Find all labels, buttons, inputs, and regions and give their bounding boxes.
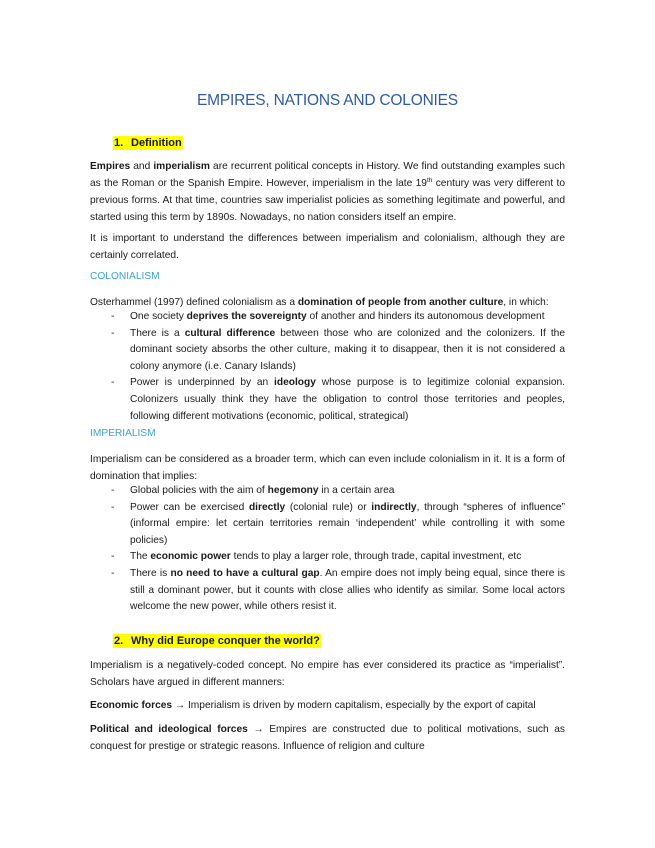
text-run: , through “spheres of influence” (informal empire: let certain territories remain ‘independent’ while controlling it with some policies) (130, 501, 565, 546)
dash-bullet: - (111, 485, 115, 496)
text-run: Osterhammel (1997) defined colonialism as a (90, 297, 298, 308)
paragraph-political-forces (90, 721, 565, 755)
dash-bullet: - (111, 567, 115, 579)
superscript: th (426, 177, 433, 184)
paragraph-empires (90, 158, 565, 226)
list-item (90, 566, 565, 616)
text-run: One society (130, 311, 187, 322)
bold-term: directly (248, 501, 286, 513)
arrow-icon: → (253, 724, 264, 735)
colonialism-list (90, 309, 565, 425)
paragraph-economic-forces (90, 697, 565, 714)
text-run: of another and hinders its autonomous development (306, 311, 545, 322)
list-item (90, 375, 565, 425)
section-number: 1. (114, 137, 124, 149)
text-run: tends to play a larger role, through trade, capital investment, etc (230, 551, 522, 563)
dash-bullet: - (111, 377, 115, 389)
bold-term: Economic forces (90, 700, 173, 711)
list-item (90, 309, 565, 326)
bold-term: ideology (274, 377, 316, 389)
paragraph-imperialism-intro: Imperialism can be considered as a broader term, which can even include colonialism in it. It is a form of domination that implies: (90, 454, 565, 482)
list-item (90, 483, 565, 500)
bold-term: economic power (150, 551, 231, 563)
bold-term: deprives the sovereignty (186, 311, 307, 322)
list-item (90, 549, 565, 566)
text-run: There is a (130, 327, 185, 339)
section-number: 2. (114, 635, 124, 647)
bold-term: domination of people from another culture (297, 297, 504, 308)
bold-term: Empires (90, 161, 131, 172)
dash-bullet: - (111, 551, 115, 563)
dash-bullet: - (111, 311, 115, 322)
arrow-icon: → (174, 700, 186, 711)
text-run: century was very different to previous forms. At that time, countries saw imperialist policies as something legitimate and powerful, and started using this term by 1890s. Nowadays, no nation considers itself an empire. (90, 178, 566, 223)
bold-term: no need to have a cultural gap (170, 567, 320, 579)
text-run: . An empire does not imply being equal, since there is still a dominant power, but it counts with close allies who identify as similar. Some local actors welcome the new power, while others resist it. (130, 567, 565, 613)
text-run: The (130, 551, 151, 563)
text-run: between those who are colonized and the colonizers. If the dominant society absorbs the other culture, making it to disappear, then it is not considered a colony anymore (i.e. Canary Islands) (130, 327, 565, 372)
section-title: Definition (131, 137, 182, 149)
text-run: Power can be exercised (130, 501, 249, 513)
text-run: (colonial rule) or (285, 501, 372, 513)
text-run: There is (130, 567, 171, 579)
section-title: Why did Europe conquer the world? (131, 635, 320, 647)
subheading-imperialism: IMPERIALISM (90, 428, 156, 439)
bold-term: Political and ideological forces (90, 724, 248, 735)
dash-bullet: - (111, 501, 115, 513)
section-heading-why-europe (113, 634, 321, 648)
text-run: whose purpose is to legitimize colonial expansion. Colonizers usually think they have the obligation to control those territories and peoples, following different motivations (economic, political, strategical) (130, 377, 565, 422)
paragraph-differences: It is important to understand the differences between imperialism and colonialism, although they are certainly correlated. (90, 233, 565, 261)
text-run: Global policies with the aim of (130, 485, 268, 496)
text-run: Power is underpinned by an (130, 377, 275, 389)
text-run: are recurrent political concepts in History. We find outstanding examples such as the Roman or the Spanish Empire. However, imperialism in the late 19 (90, 161, 565, 189)
section-heading-definition (113, 136, 183, 150)
text-run: Empires are constructed due to political motivations, such as conquest for prestige or strategic reasons. Influence of religion and culture (90, 724, 565, 752)
page-title: EMPIRES, NATIONS AND COLONIES (197, 92, 458, 109)
dash-bullet: - (111, 327, 115, 339)
text-run: , in which: (503, 297, 549, 308)
list-item (90, 500, 565, 550)
bold-term: hegemony (267, 485, 319, 496)
imperialism-list (90, 483, 565, 616)
subheading-colonialism: COLONIALISM (90, 271, 160, 282)
text-run: in a certain area (318, 485, 395, 496)
bold-term: cultural difference (184, 327, 276, 339)
text-run: and (130, 161, 154, 172)
bold-term: indirectly (371, 501, 417, 513)
list-item (90, 326, 565, 376)
text-run: Imperialism is driven by modern capitalism, especially by the export of capital (185, 700, 536, 711)
paragraph-negatively-coded: Imperialism is a negatively-coded concept. No empire has ever considered its practice as “imperialist”. Scholars have argued in different manners: (90, 660, 565, 688)
bold-term: imperialism (153, 161, 210, 172)
